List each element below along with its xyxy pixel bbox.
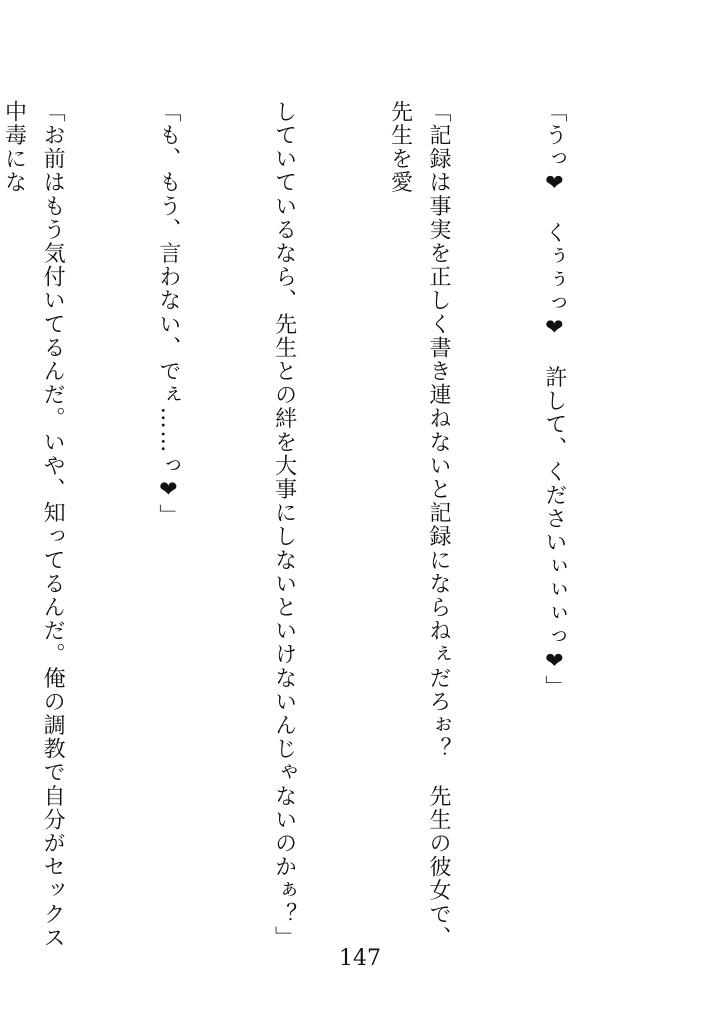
text-line: していているなら、先生との絆を大事にしないといけないんじゃないのかぁ？」 bbox=[271, 100, 297, 950]
vertical-text-body bbox=[1, 100, 650, 960]
text-line: 「お前はもう気付いてるんだ。いや、知ってるんだ。俺の調教で自分がセックス中毒にな bbox=[1, 100, 66, 950]
text-line: 「うっ❤ くぅぅっ❤ 許して、くださいぃぃぃっ❤」 bbox=[541, 100, 567, 699]
text-line: 「も、もう、言わない、でぇ……っ❤」 bbox=[155, 100, 181, 528]
page-number: 147 bbox=[339, 946, 381, 971]
text-line: 「記録は事実を正しく書き連ねないと記録にならねぇだろぉ？ 先生の彼女で、先生を愛 bbox=[387, 100, 452, 950]
